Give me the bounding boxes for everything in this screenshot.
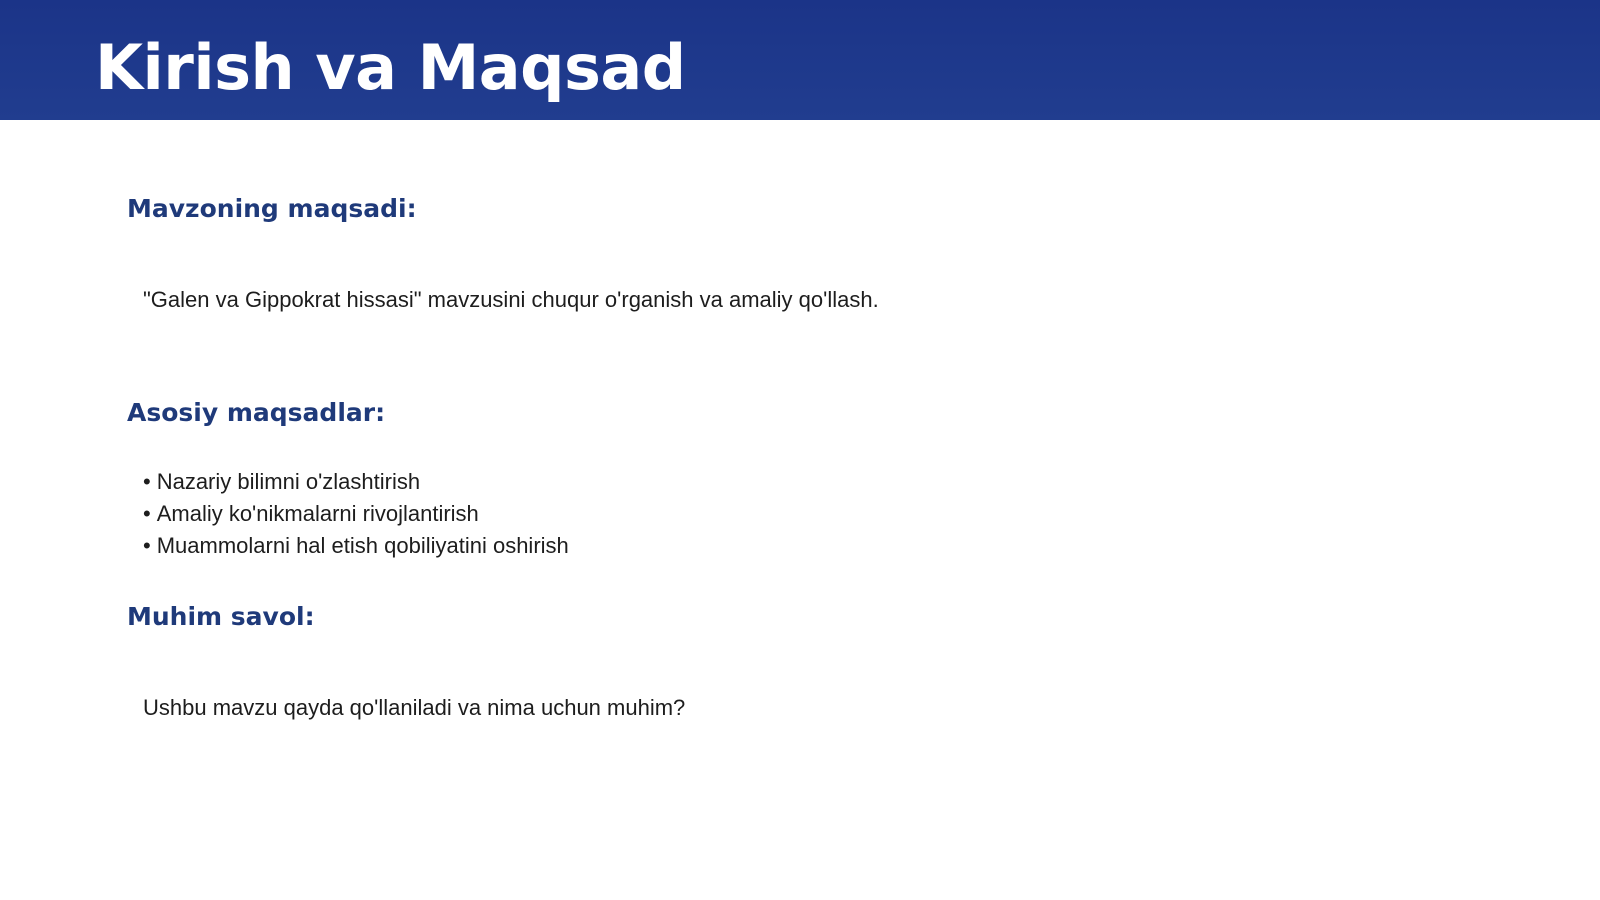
title-banner: [0, 0, 1600, 120]
key-question-text: Ushbu mavzu qayda qo'llaniladi va nima uchun muhim?: [143, 695, 686, 720]
list-item-text: Nazariy bilimni o'zlashtirish: [156, 469, 421, 494]
list-item: [143, 530, 569, 562]
slide-title: Kirish va Maqsad: [95, 31, 686, 104]
list-item-text: Muammolarni hal etish qobiliyatini oshirish: [156, 533, 569, 558]
list-item-text: Amaliy ko'nikmalarni rivojlantirish: [156, 501, 479, 526]
list-item: [143, 466, 569, 498]
section-heading-purpose: Mavzoning maqsadi:: [127, 194, 417, 223]
list-item: [143, 498, 569, 530]
bullet-icon: •: [143, 533, 151, 558]
section-heading-main-goals: Asosiy maqsadlar:: [127, 398, 386, 427]
goals-list: [143, 466, 569, 562]
bullet-icon: •: [143, 501, 151, 526]
section-heading-key-question: Muhim savol:: [127, 602, 315, 631]
bullet-icon: •: [143, 469, 151, 494]
purpose-text: "Galen va Gippokrat hissasi" mavzusini chuqur o'rganish va amaliy qo'llash.: [143, 287, 879, 312]
